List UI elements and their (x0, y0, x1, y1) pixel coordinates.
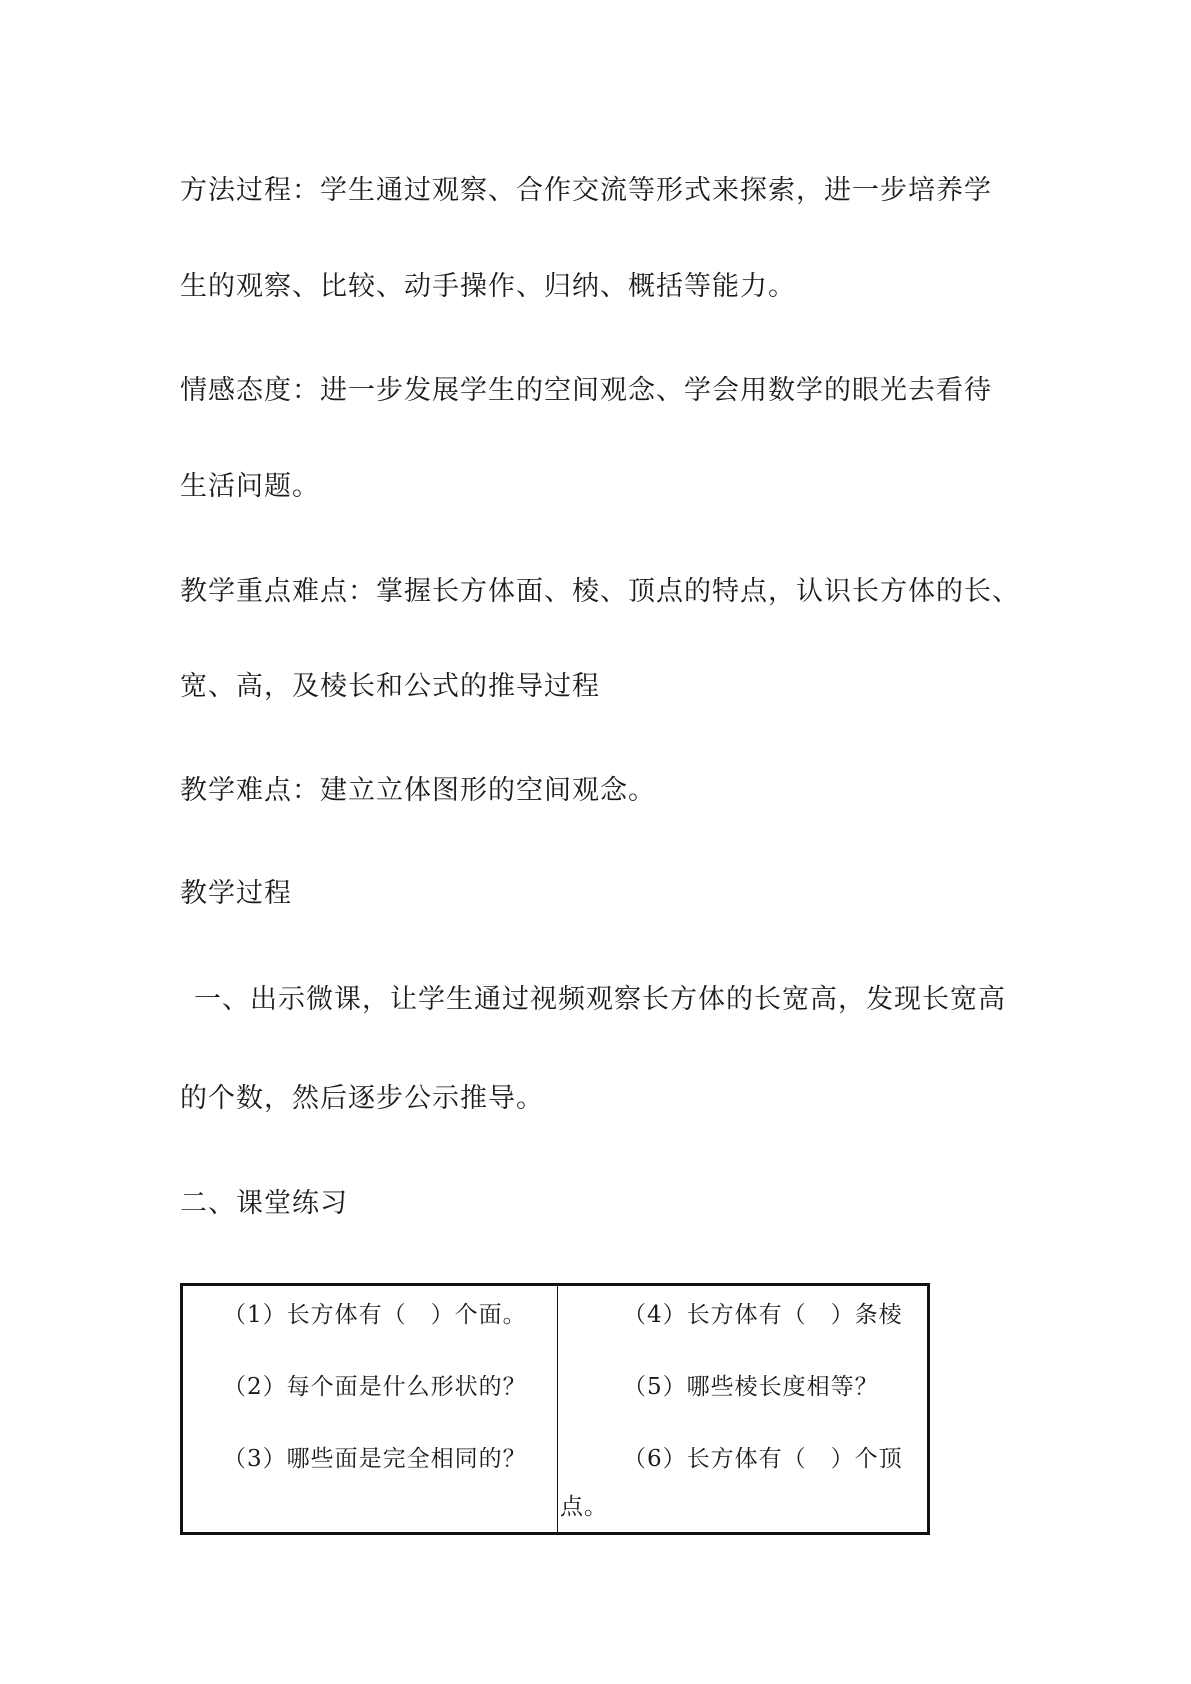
exercise-question-6: （6）长方体有（ ）个顶 (623, 1446, 903, 1472)
section-heading-teaching-process: 教学过程 (180, 878, 292, 909)
exercise-table (180, 1283, 930, 1535)
paragraph-key-points: 教学重点难点：掌握长方体面、棱、顶点的特点，认识长方体的长、 (180, 576, 1020, 607)
exercise-question-4: （4）长方体有（ ）条棱 (623, 1302, 903, 1328)
paragraph-step-one-cont: 的个数，然后逐步公示推导。 (180, 1083, 544, 1114)
section-heading-classroom-practice: 二、课堂练习 (180, 1188, 348, 1219)
exercise-question-2: （2）每个面是什么形状的？ (223, 1374, 527, 1400)
paragraph-emotional-attitude: 情感态度：进一步发展学生的空间观念、学会用数学的眼光去看待 (180, 375, 992, 406)
exercise-question-3: （3）哪些面是完全相同的？ (223, 1446, 527, 1472)
table-column-divider (557, 1286, 558, 1532)
exercise-question-5: （5）哪些棱长度相等？ (623, 1374, 879, 1400)
paragraph-step-one: 一、出示微课，让学生通过视频观察长方体的长宽高，发现长宽高 (194, 984, 1006, 1015)
paragraph-method-process-cont: 生的观察、比较、动手操作、归纳、概括等能力。 (180, 271, 796, 302)
exercise-question-1: （1）长方体有（ ）个面。 (223, 1302, 527, 1328)
paragraph-emotional-attitude-cont: 生活问题。 (180, 471, 320, 502)
paragraph-key-points-cont: 宽、高，及棱长和公式的推导过程 (180, 671, 600, 702)
paragraph-method-process: 方法过程：学生通过观察、合作交流等形式来探索，进一步培养学 (180, 175, 992, 206)
paragraph-difficulty: 教学难点：建立立体图形的空间观念。 (180, 775, 656, 806)
exercise-question-6-cont: 点。 (560, 1494, 608, 1520)
